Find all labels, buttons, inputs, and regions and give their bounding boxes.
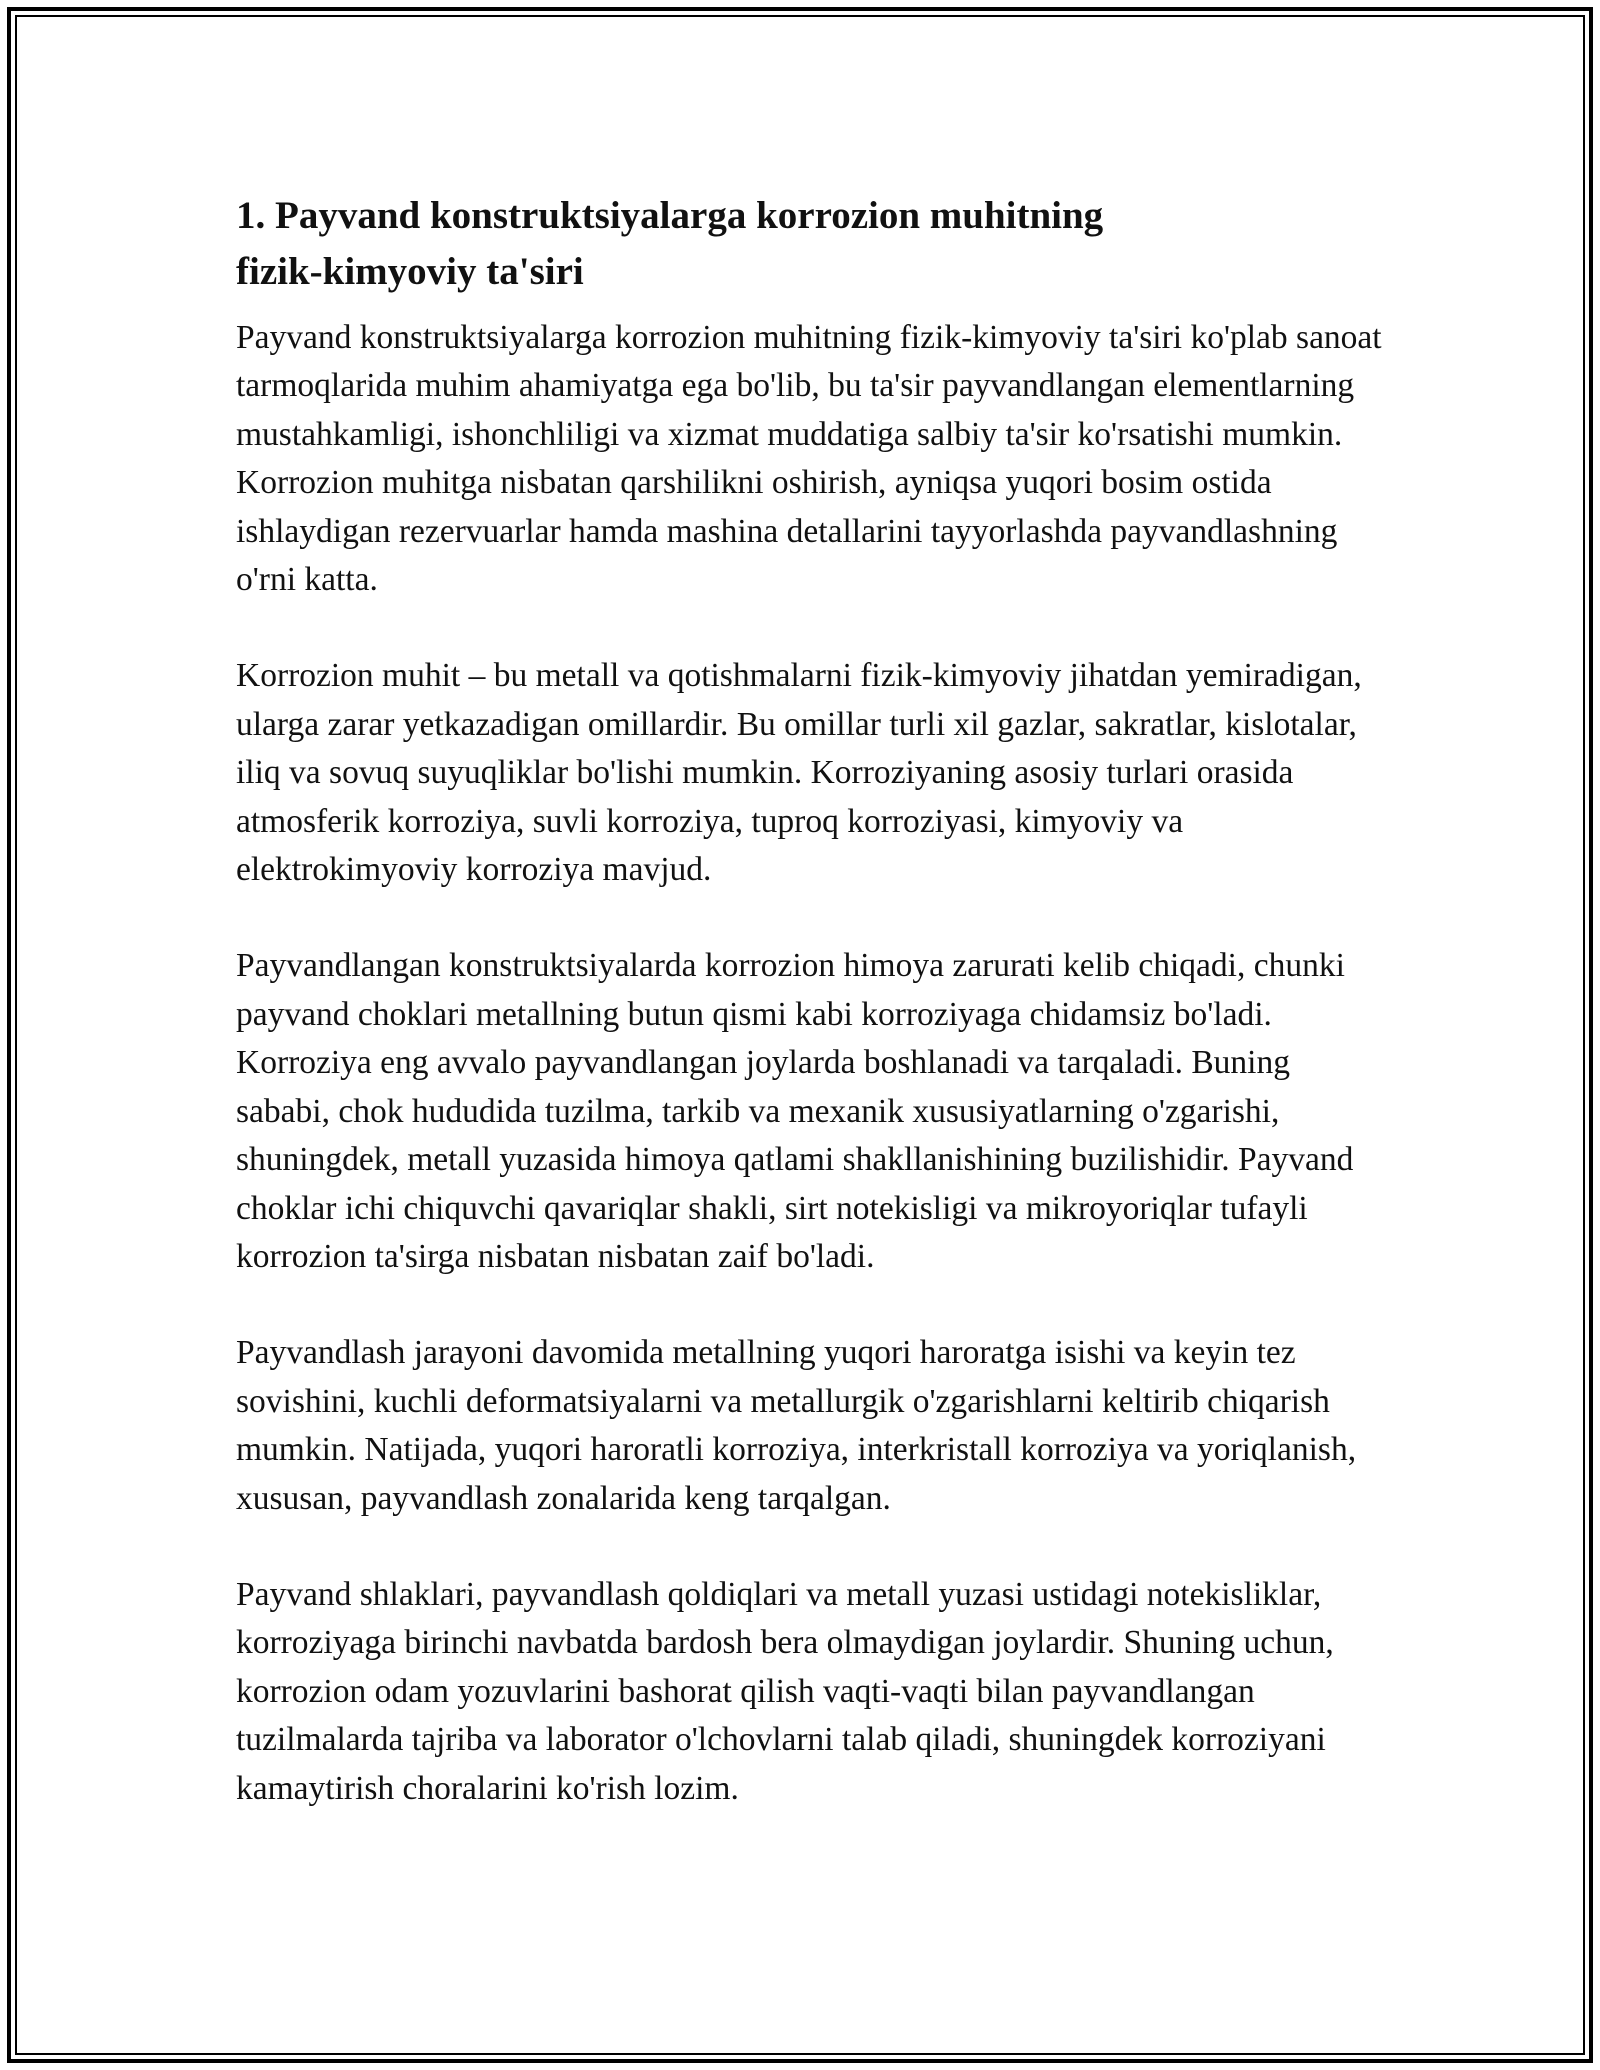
document-body xyxy=(236,188,1386,1813)
section-title: 1. Payvand konstruktsiyalarga korrozion muhitning fizik-kimyoviy ta'siri xyxy=(236,194,1104,293)
paragraph-4: Payvandlash jarayoni davomida metallning yuqori haroratga isishi va keyin tez sovishini, kuchli deformatsiyalarni va metallurgik o'zgarishlarni keltirib chiqarish mumkin. Natijada, yuqori haroratli korroziya, interkristall korroziya va yoriqlanish, xususan, payvandlash zonalarida keng tarqalgan. xyxy=(236,1334,1357,1517)
paragraph-1: Payvand konstruktsiyalarga korrozion muhitning fizik-kimyoviy ta'siri ko'plab sanoat tarmoqlarida muhim ahamiyatga ega bo'lib, bu ta'sir payvandlangan elementlarning mustahkamligi, ishonchliligi va xizmat muddatiga salbiy ta'sir ko'rsatishi mumkin. Korrozion muhitga nisbatan qarshilikni oshirish, ayniqsa yuqori bosim ostida ishlaydigan rezervuarlar hamda mashina detallarini tayyorlashda payvandlashning o'rni katta. xyxy=(236,319,1382,599)
paragraph-2: Korrozion muhit – bu metall va qotishmalarni fizik-kimyoviy jihatdan yemiradigan, ularga zarar yetkazadigan omillardir. Bu omillar turli xil gazlar, sakratlar, kislotalar, iliq va sovuq suyuqliklar bo'lishi mumkin. Korroziyaning asosiy turlari orasida atmosferik korroziya, suvli korroziya, tuproq korroziyasi, kimyoviy va elektrokimyoviy korroziya mavjud. xyxy=(236,657,1362,889)
paragraph-5: Payvand shlaklari, payvandlash qoldiqlari va metall yuzasi ustidagi notekisliklar, korroziyaga birinchi navbatda bardosh bera olmaydigan joylardir. Shuning uchun, korrozion odam yozuvlarini bashorat qilish vaqti-vaqti bilan payvandlangan tuzilmalarda tajriba va laborator o'lchovlarni talab qiladi, shuningdek korroziyani kamaytirish choralarini ko'rish lozim. xyxy=(236,1575,1334,1807)
paragraph-3: Payvandlangan konstruktsiyalarda korrozion himoya zarurati kelib chiqadi, chunki payvand choklari metallning butun qismi kabi korroziyaga chidamsiz bo'ladi. Korroziya eng avvalo payvandlangan joylarda boshlanadi va tarqaladi. Buning sababi, chok hududida tuzilma, tarkib va mexanik xususiyatlarning o'zgarishi, shuningdek, metall yuzasida himoya qatlami shakllanishining buzilishidir. Payvand choklar ichi chiquvchi qavariqlar shakli, sirt notekisligi va mikroyoriqlar tufayli korrozion ta'sirga nisbatan nisbatan zaif bo'ladi. xyxy=(236,947,1354,1275)
